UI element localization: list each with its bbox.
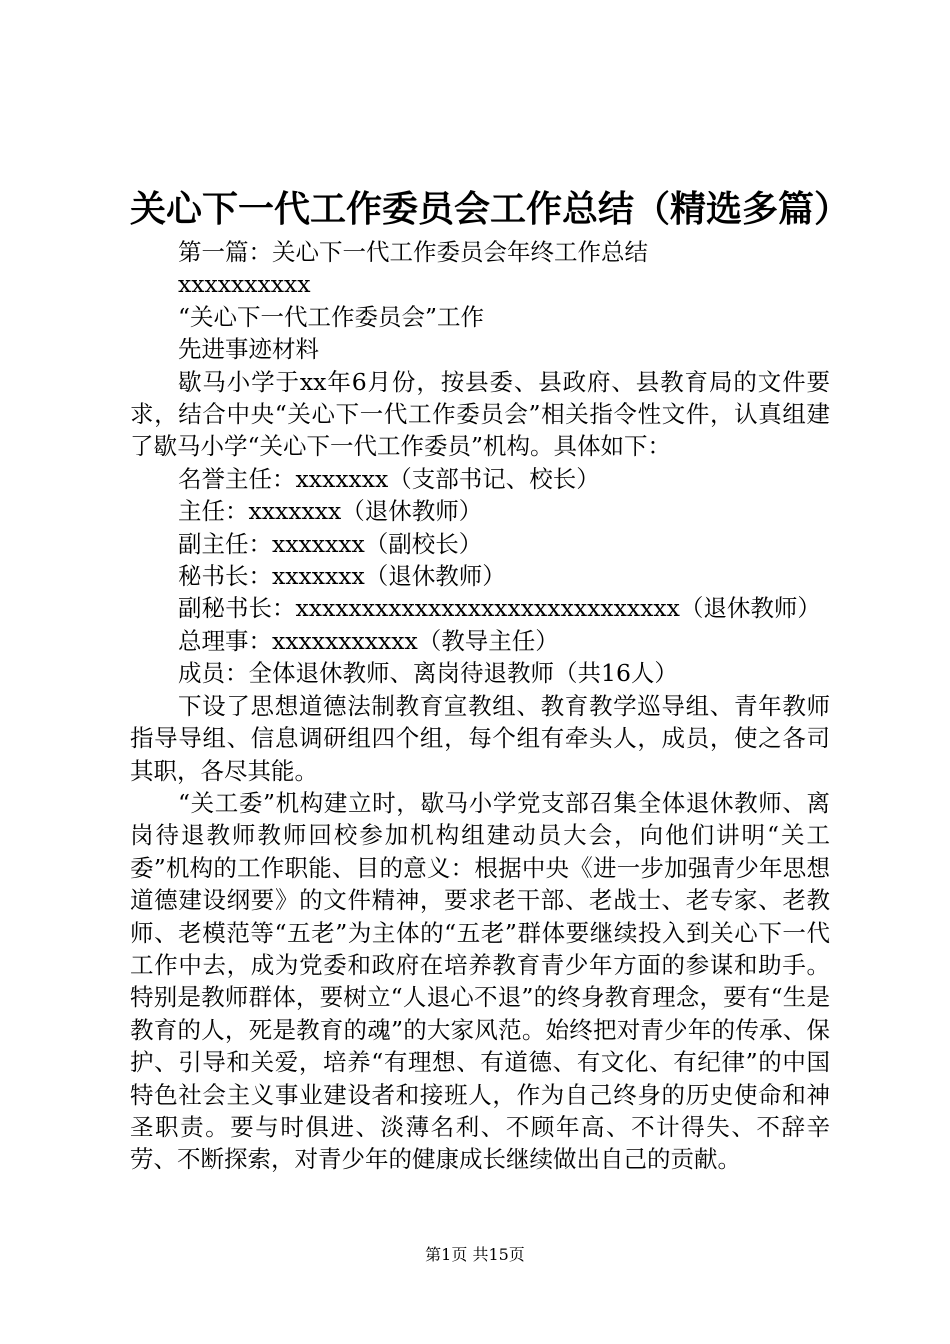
- deputy-director-line: 副主任：xxxxxxx（副校长）: [178, 529, 483, 558]
- deputy-secretary-general-line: 副秘书长：xxxxxxxxxxxxxxxxxxxxxxxxxxxxx（退休教师）: [178, 594, 821, 623]
- chief-director-line: 总理事：xxxxxxxxxxx（教导主任）: [178, 626, 559, 655]
- mission-paragraph: “关工委”机构建立时，歇马小学党支部召集全体退休教师、离岗待退教师教师回校参加机构组建动员大会，向他们讲明“关工委”机构的工作职能、目的意义：根据中央《进一步加强青少年思想道德建设纲要》的文件精神，要求老干部、老战士、老专家、老教师、老模范等“五老”为主体的“五老”群体要继续投入到关心下一代工作中去，成为党委和政府在培养教育青少年方面的参谋和助手。特别是教师群体，要树立“人退心不退”的终身教育理念，要有“生是教育的人，死是教育的魂”的大家风范。始终把对青少年的传承、保护、引导和关爱，培养“有理想、有道德、有文化、有纪律”的中国特色社会主义事业建设者和接班人，作为自己终身的历史使命和神圣职责。要与时俱进、淡薄名利、不顾年高、不计得失、不辞辛劳、不断探索，对青少年的健康成长继续做出自己的贡献。: [130, 788, 830, 1174]
- placeholder-name-line: xxxxxxxxxx: [178, 270, 311, 299]
- section-heading: 第一篇：关心下一代工作委员会年终工作总结: [178, 238, 648, 266]
- members-line: 成员：全体退休教师、离岗待退教师（共16人）: [178, 659, 678, 688]
- committee-name-line: “关心下一代工作委员会”工作: [178, 302, 485, 331]
- document-body: [130, 236, 830, 1176]
- director-line: 主任：xxxxxxx（退休教师）: [178, 497, 483, 526]
- document-title: 关心下一代工作委员会工作总结（精选多篇）: [130, 189, 851, 230]
- honorary-director-line: 名誉主任：xxxxxxx（支部书记、校长）: [178, 464, 600, 493]
- groups-paragraph: 下设了思想道德法制教育宣教组、教育教学巡导组、青年教师指导导组、信息调研组四个组，每个组有牵头人，成员，使之各司其职，各尽其能。: [130, 691, 830, 785]
- material-label-line: 先进事迹材料: [178, 335, 319, 364]
- secretary-general-line: 秘书长：xxxxxxx（退休教师）: [178, 562, 506, 591]
- intro-paragraph: 歇马小学于xx年6月份，按县委、县政府、县教育局的文件要求，结合中央“关心下一代工作委员会”相关指令性文件，认真组建了歇马小学“关心下一代工作委员”机构。具体如下：: [130, 367, 830, 461]
- page-footer: 第1页 共15页: [425, 1245, 525, 1264]
